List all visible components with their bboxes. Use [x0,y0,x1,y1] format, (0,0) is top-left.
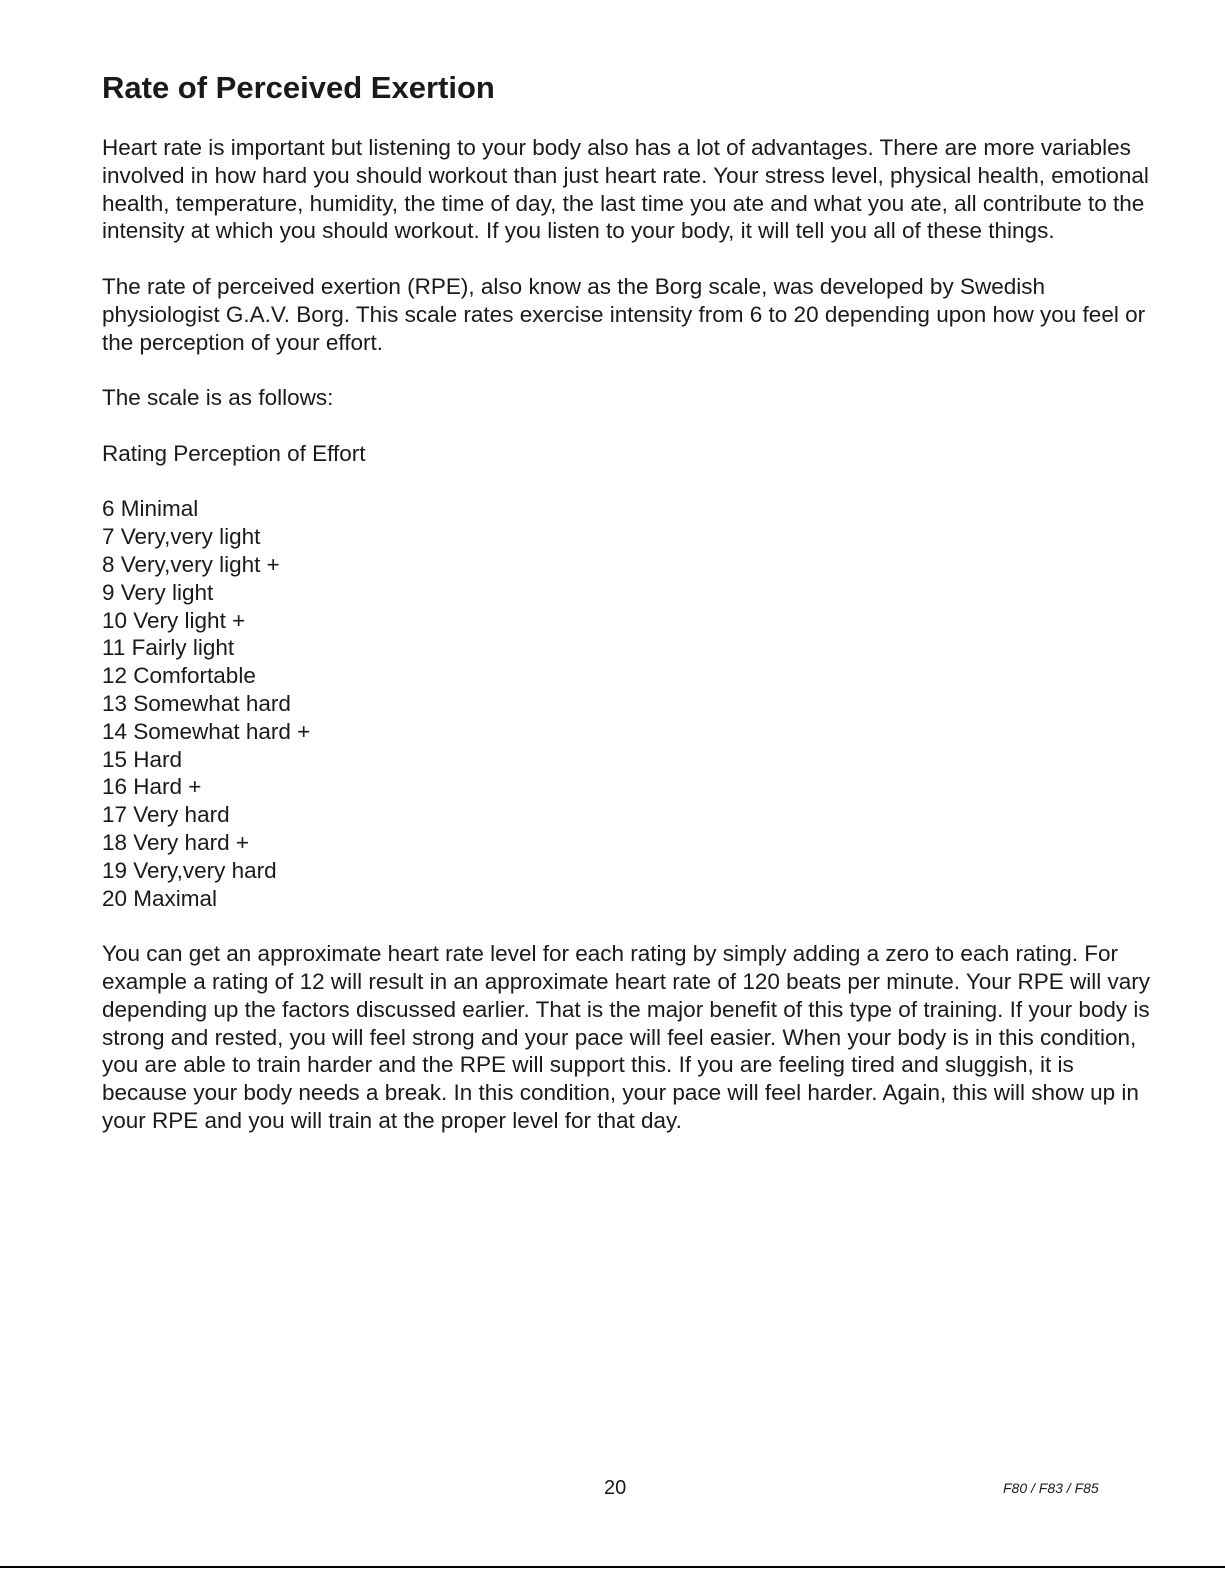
scale-item: 14 Somewhat hard + [102,718,311,744]
page-title: Rate of Perceived Exertion [102,70,495,105]
scale-item: 19 Very,very hard [102,857,277,883]
intro-paragraph: Heart rate is important but listening to your body also has a lot of advantages. There are more variables involved in how hard you should workout than just heart rate. Your stress level, physical health, emotional health, temperature, humidity, the time of day, the last time you ate and what you ate, all contribute to the intensity at which you should workout. If you listen to your body, it will tell you all of these things. [102,135,1149,244]
scale-item: 8 Very,very light + [102,551,280,577]
scale-intro-paragraph: The scale is as follows: [102,385,334,411]
scale-item: 10 Very light + [102,607,246,633]
model-label: F80 / F83 / F85 [1003,1480,1099,1496]
scale-item: 16 Hard + [102,774,202,800]
scale-item: 13 Somewhat hard [102,690,291,716]
document-body [102,134,1152,1162]
scale-item: 11 Fairly light [102,635,235,661]
scale-item: 20 Maximal [102,885,218,911]
scale-list [102,495,1152,912]
scale-header: Rating Perception of Effort [102,440,366,466]
closing-paragraph: You can get an approximate heart rate level for each rating by simply adding a zero to each rating. For example a rating of 12 will result in an approximate heart rate of 120 beats per minute. Your RPE will vary depending up the factors discussed earlier. That is the major benefit of this type of training. If your body is strong and rested, you will feel strong and your pace will feel easier. When your body is in this condition, you are able to train harder and the RPE will support this. If you are feeling tired and sluggish, it is because your body needs a break. In this condition, your pace will feel harder. Again, this will show up in your RPE and you will train at the proper level for that day. [102,941,1151,1133]
scale-item: 17 Very hard [102,802,230,828]
scale-item: 9 Very light [102,579,214,605]
bottom-rule [0,1566,1225,1568]
scale-item: 15 Hard [102,746,183,772]
scale-item: 18 Very hard + [102,829,249,855]
rpe-paragraph: The rate of perceived exertion (RPE), also know as the Borg scale, was developed by Swedish physiologist G.A.V. Borg. This scale rates exercise intensity from 6 to 20 depending upon how you feel or the perception of your effort. [102,273,1146,355]
page-number: 20 [604,1477,627,1499]
scale-item: 7 Very,very light [102,524,261,550]
scale-item: 6 Minimal [102,496,199,522]
scale-item: 12 Comfortable [102,663,256,689]
